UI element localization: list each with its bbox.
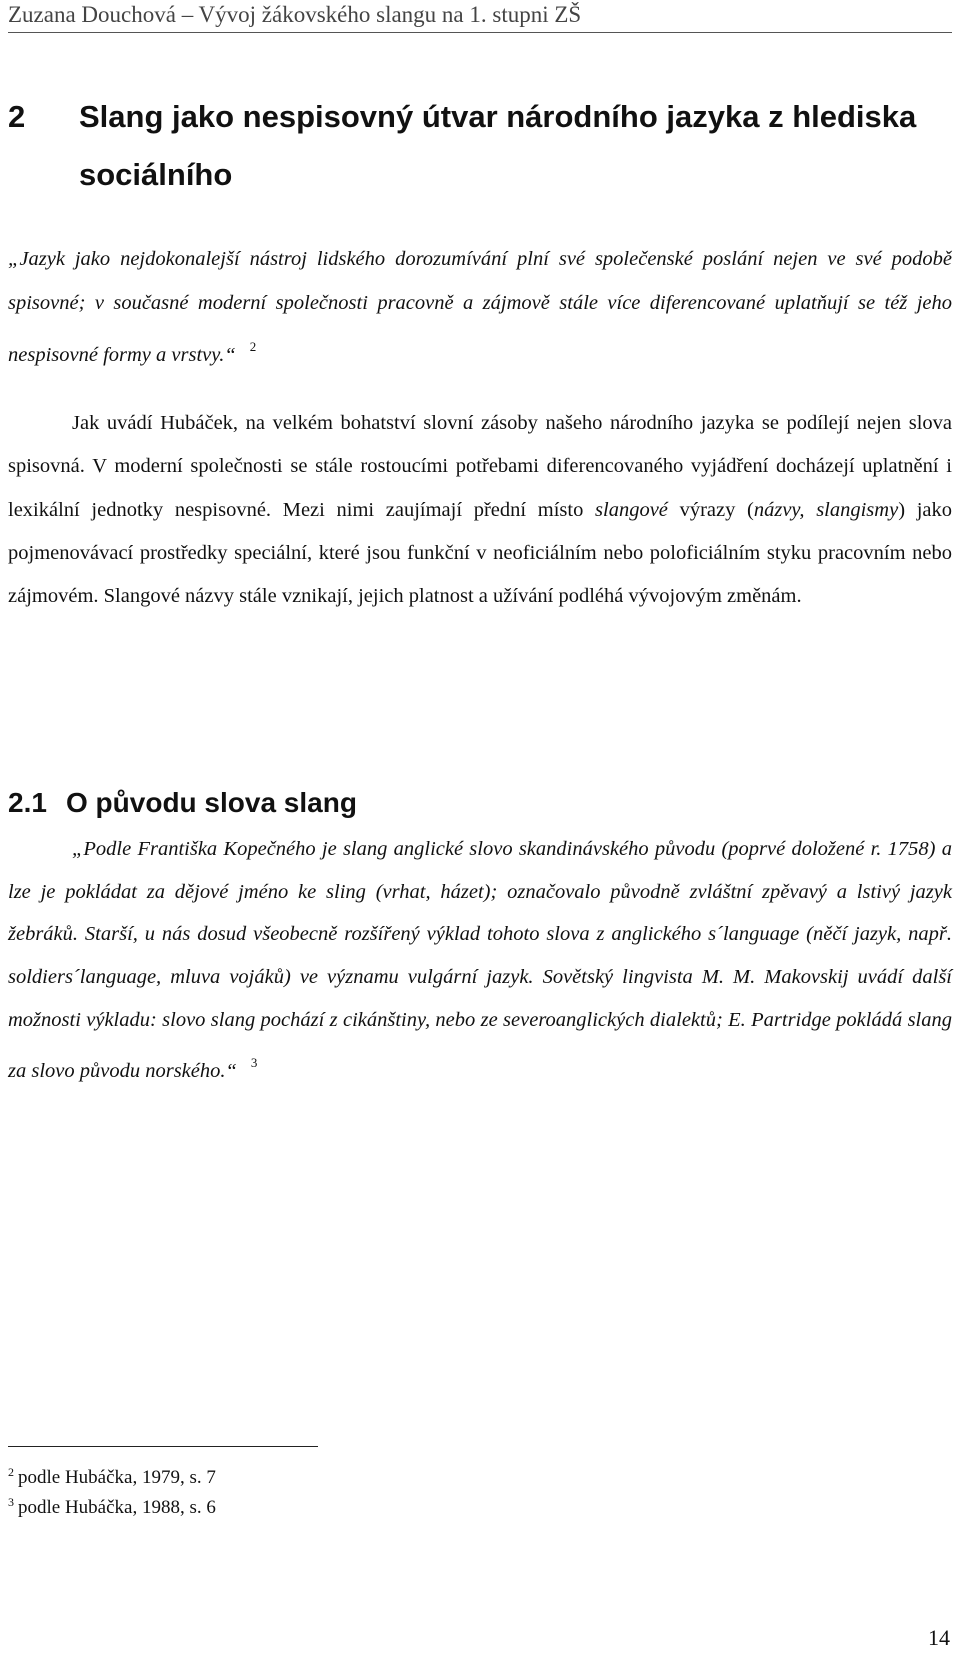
paragraph-emphasis-2: názvy, slangismy: [753, 498, 899, 521]
chapter-title: Slang jako nespisovný útvar národního jazyka z hlediska sociálního: [79, 99, 917, 192]
opening-quote: [8, 238, 952, 378]
footnote-ref-3: 3: [250, 1054, 258, 1070]
paragraph-text-1: Jak uvádí Hubáček, na velkém bohatství slovní zásoby našeho národního jazyka se podílejí nejen slova spisovná. V moderní společnosti se stále rostoucími potřebami diferencovaného vyjádření docházejí uplatnění i lexikální jednotky nespisovné. Mezi nimi zaujímají přední místo: [8, 412, 952, 521]
footnote-text: podle Hubáčka, 1988, s. 6: [18, 1497, 216, 1518]
page-number: 14: [928, 1625, 950, 1650]
running-header: Zuzana Douchová – Vývoj žákovského slangu na 1. stupni ZŠ: [8, 2, 952, 33]
opening-quote-text: „Jazyk jako nejdokonalejší nástroj lidského dorozumívání plní své společenské poslání nejen ve své podobě spisovné; v současné moderní společnosti pracovně a zájmově stále více diferencované uplatňují se též jeho nespisovné formy a vrstvy.“: [8, 248, 952, 366]
origin-quote-text: „Podle Františka Kopečného je slang anglické slovo skandinávského původu (poprvé doložené r. 1758) a lze je pokládat za dějové jméno ke sling (vrhat, házet); označovalo původně zvláštní zpěvavý a lstivý jazyk žebráků. Starší, u nás dosud všeobecně rozšířený výklad tohoto slova z anglického s´language (něčí jazyk, např. soldiers´language, mluva vojáků) ve významu vulgární jazyk. Sovětský lingvista M. M. Makovskij uvádí další možnosti výkladu: slovo slang pochází z cikánštiny, nebo ze severoanglických dialektů; E. Partridge pokládá slang za slovo původu norského.“: [8, 838, 952, 1082]
body-paragraph: [8, 402, 952, 618]
footnote: [8, 1490, 216, 1520]
footnote: [8, 1460, 216, 1490]
footnote-ref-2: 2: [249, 339, 257, 354]
paragraph-text-2: výrazy (: [667, 498, 754, 521]
section-title: O původu slova slang: [66, 787, 357, 818]
footnotes: [8, 1460, 216, 1520]
chapter-number: 2: [8, 99, 26, 134]
footnote-text: podle Hubáčka, 1979, s. 7: [18, 1467, 216, 1488]
footnote-number: 2: [8, 1465, 14, 1479]
section-heading: [8, 786, 357, 820]
footnote-separator: [8, 1446, 318, 1447]
footnote-number: 3: [8, 1495, 14, 1509]
origin-quote: [8, 828, 952, 1092]
paragraph-emphasis-1: slangové: [595, 498, 668, 521]
section-number: 2.1: [8, 787, 47, 818]
paragraph-text-3: ) jako pojmenovávací prostředky speciální, které jsou funkční v neoficiálním nebo poloficiálním styku pracovním nebo zájmovém. Slangové názvy stále vznikají, jejich platnost a užívání podléhá vývojovým změnám.: [8, 498, 952, 608]
